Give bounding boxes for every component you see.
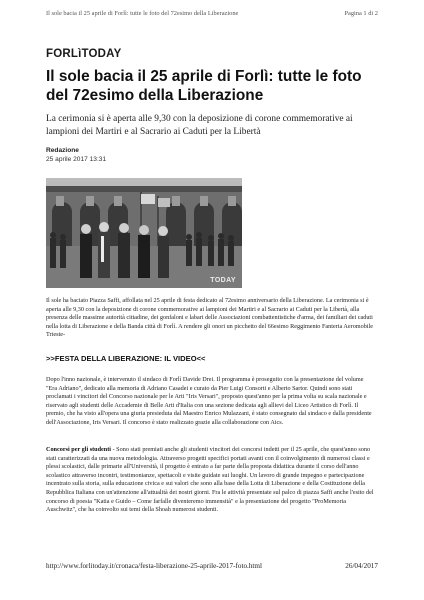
paragraph-lead: Concorsi per gli studenti xyxy=(46,446,112,453)
photo-scene-image xyxy=(46,178,242,288)
print-header-page: Pagina 1 di 2 xyxy=(344,10,378,17)
paragraph-text: - Sono stati premiati anche gli studenti vincitori dei concorsi indetti per il 25 aprile, che quest'anno sono stati caratterizzati da una nuova metodologia. Attraverso progetti specifici portati avanti con il coinvolgimento di numerosi classi e plessi scolastici, dalle primarie all'Università, il progetto è entrato a far parte della proposta didattica durante il corso dell'anno scolastico attraverso incontri, testimonianze, spettacoli e visite guidate sui luoghi. Un lavoro di grande impegno e partecipazione incentrato sulla storia, sulla educazione civica e sui valori che sono alla base della Lotta di Liberazione e della Costituzione della Repubblica Italiana con un'attenzione all'attualità dei nostri giorni. Fra le attività presentate sul palco di piazza Saffi anche l'esito del concorso di poesia "Katia e Guido – Come farfalle diventeremo immensità" e la presentazione del progetto "ProMemoria Auschwitz", che ha coinvolto sui temi della Shoah numerosi studenti. xyxy=(46,446,374,514)
article-subhead: La cerimonia si è aperta alle 9,30 con la deposizione di corone commemorative ai lampioni dei Martiri e al Sacrario ai Caduti per la Libertà xyxy=(46,114,353,137)
print-header-title: Il sole bacia il 25 aprile di Forlì: tutte le foto del 72esimo della Liberazione xyxy=(46,10,239,17)
photo-caption: Il sole ha baciato Piazza Saffi, affollata nel 25 aprile di festa dedicato al 72esimo anniversario della Liberazione. La cerimonia si è aperta alle 9,30 con la deposizione di corone commemorative ai lampioni dei Martiri e al Sacrario ai Caduti per la Libertà, alla presenza delle massime autorità cittadine, dei gonfaloni e labari delle Associazioni combattentistiche d'arma, dei familiari dei caduti nella lotta di Liberazione e della Banda città di Forlì. A rendere gli onori un picchetto del 66esimo Reggimento Fanteria Aeromobile Trieste- xyxy=(46,297,373,339)
video-link[interactable]: >>FESTA DELLA LIBERAZIONE: IL VIDEO<< xyxy=(46,354,206,363)
article-headline: Il sole bacia il 25 aprile di Forlì: tutte le foto del 72esimo della Liberazione xyxy=(46,68,362,104)
article-author: Redazione xyxy=(46,147,79,154)
photo-watermark: TODAY xyxy=(210,277,236,284)
footer-date: 26/04/2017 xyxy=(345,562,378,570)
footer-url: http://www.forlitoday.it/cronaca/festa-liberazione-25-aprile-2017-foto.html xyxy=(46,562,263,570)
article-paragraph: Dopo l'inno nazionale, è intervenuto il sindaco di Forlì Davide Drei. Il programma è proseguito con la presentazione del volume "Era Adriano", dedicato alla memoria di Adriano Casadei e curato da Pier Luigi Consorti e Alberto Sartor. Quindi sono stati proclamati i vincitori del Concorso nazionale per le Arti "Iris Versari", proposto quest'anno per la prima volta su scala nazionale e riservato agli studenti delle Accademie di Belle Arti d'Italia con una sezione dedicata agli allievi del Liceo Artistico di Forlì. Il premio, che ha visto all'opera una giuria presieduta dal Maestro Enrico Mulazzani, è stato consegnato dal sindaco e dalla presidente dell'Associazione, Iris Versari. Il concorso è stato realizzato grazie alla collaborazione con Aics. xyxy=(46,376,372,426)
article-paragraph xyxy=(46,446,376,515)
site-logo: FORLìTODAY xyxy=(46,48,122,60)
article-photo xyxy=(46,178,242,288)
article-date: 25 aprile 2017 13:31 xyxy=(46,156,107,163)
print-header xyxy=(46,10,378,17)
